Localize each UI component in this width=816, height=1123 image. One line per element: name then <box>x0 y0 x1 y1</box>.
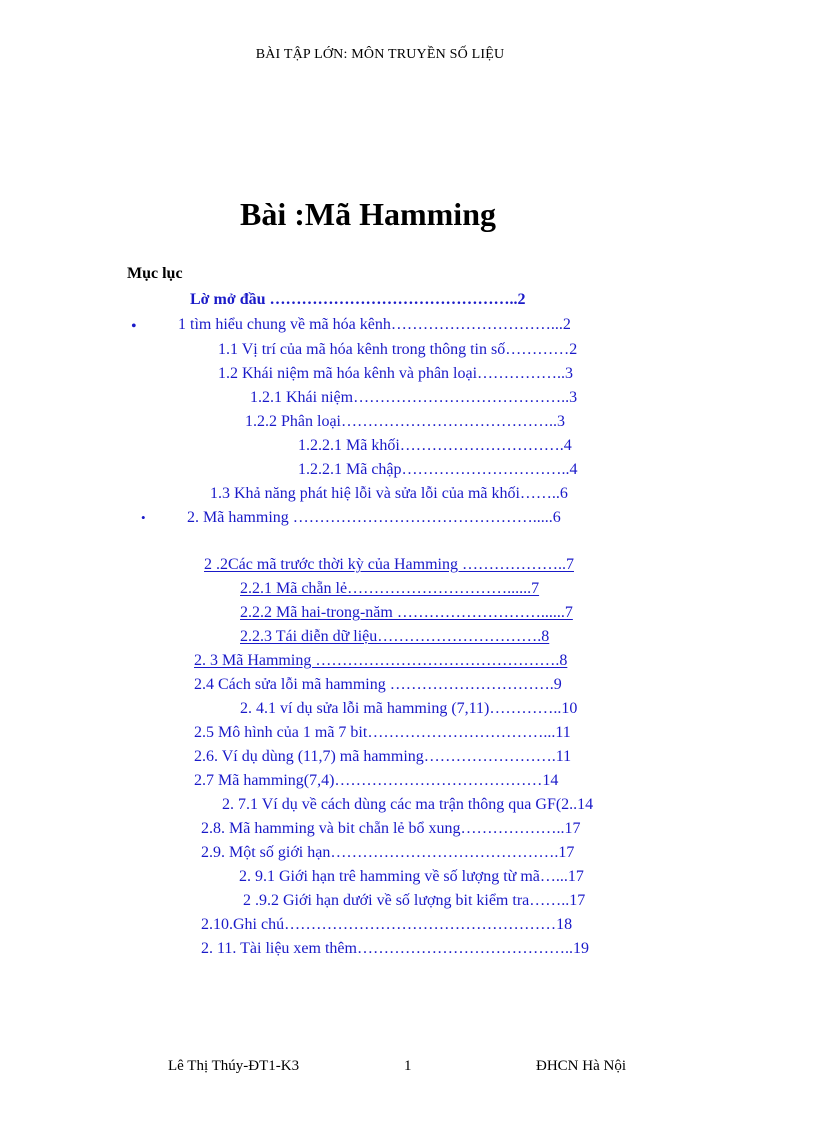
toc-item-1-3[interactable]: 1.3 Khả năng phát hiệ lỗi và sửa lỗi của mã khối……..6 <box>210 485 568 502</box>
toc-item-1-1[interactable]: 1.1 Vị trí của mã hóa kênh trong thông tin số…………2 <box>218 341 578 358</box>
footer-author: Lê Thị Thúy-ĐT1-K3 <box>168 1058 300 1074</box>
toc-item-1-2[interactable]: 1.2 Khái niệm mã hóa kênh và phân loại……………..3 <box>218 365 574 382</box>
footer-page-number: 1 <box>404 1058 412 1074</box>
toc-item-1[interactable]: 1 tìm hiểu chung về mã hóa kênh…………………………...2 <box>178 316 571 333</box>
toc-item-2-10[interactable]: 2.10.Ghi chú……………………………………………18 <box>201 916 573 933</box>
toc-item-2-9-1[interactable]: 2. 9.1 Giới hạn trê hamming về số lượng từ mã…...17 <box>239 868 584 885</box>
bullet-icon: • <box>131 318 137 335</box>
toc-item-1-2-2-1a[interactable]: 1.2.2.1 Mã khối………………………….4 <box>298 437 572 454</box>
toc-item-2-9-2[interactable]: 2 .9.2 Giới hạn dưới về số lượng bit kiểm tra……..17 <box>243 892 586 909</box>
bullet-icon: • <box>141 510 146 525</box>
toc-item-2[interactable]: 2. Mã hamming ……………………………………….....6 <box>187 509 561 526</box>
toc-item-2-4-1[interactable]: 2. 4.1 ví dụ sửa lỗi mã hamming (7,11)…………..10 <box>240 700 578 717</box>
footer-school: ĐHCN Hà Nội <box>536 1058 626 1074</box>
toc-item-2-2[interactable]: 2 .2Các mã trước thời kỳ của Hamming ………………..7 <box>204 556 574 573</box>
toc-item-2-8[interactable]: 2.8. Mã hamming và bit chẵn lẻ bổ xung………………..17 <box>201 820 581 837</box>
toc-item-1-2-1[interactable]: 1.2.1 Khái niệm…………………………………..3 <box>250 389 578 406</box>
toc-item-2-7-1[interactable]: 2. 7.1 Ví dụ về cách dùng các ma trận thông qua GF(2..14 <box>222 796 594 813</box>
toc-item-1-2-2[interactable]: 1.2.2 Phân loại…………………………………..3 <box>245 413 565 430</box>
toc-item-2-2-1[interactable]: 2.2.1 Mã chẵn lẻ…………………………......7 <box>240 580 540 597</box>
toc-item-1-2-2-1b[interactable]: 1.2.2.1 Mã chập…………………………..4 <box>298 461 578 478</box>
toc-item-2-11[interactable]: 2. 11. Tài liệu xem thêm…………………………………..19 <box>201 940 589 957</box>
page-header: BÀI TẬP LỚN: MÔN TRUYỀN SỐ LIỆU <box>255 47 505 62</box>
toc-item-2-4[interactable]: 2.4 Cách sửa lỗi mã hamming ………………………….9 <box>194 676 562 693</box>
toc-item-2-5[interactable]: 2.5 Mô hình của 1 mã 7 bit……………………………...11 <box>194 724 571 741</box>
page-title: Bài :Mã Hamming <box>240 196 496 232</box>
toc-item-2-7[interactable]: 2.7 Mã hamming(7,4)…………………………………14 <box>194 772 559 789</box>
toc-item-2-6[interactable]: 2.6. Ví dụ dùng (11,7) mã hamming…………………….11 <box>194 748 572 765</box>
toc-item-2-2-3[interactable]: 2.2.3 Tái diễn dữ liệu………………………….8 <box>240 628 550 645</box>
toc-item-2-2-2[interactable]: 2.2.2 Mã hai-trong-năm ………………………......7 <box>240 604 573 621</box>
toc-heading: Mục lục <box>127 265 183 282</box>
toc-item-2-9[interactable]: 2.9. Một số giới hạn…………………………………….17 <box>201 844 575 861</box>
toc-item-2-3[interactable]: 2. 3 Mã Hamming ……………………………………….8 <box>194 652 568 669</box>
toc-item-intro[interactable]: Lờ mở đầu ………………………………………..2 <box>190 291 526 308</box>
